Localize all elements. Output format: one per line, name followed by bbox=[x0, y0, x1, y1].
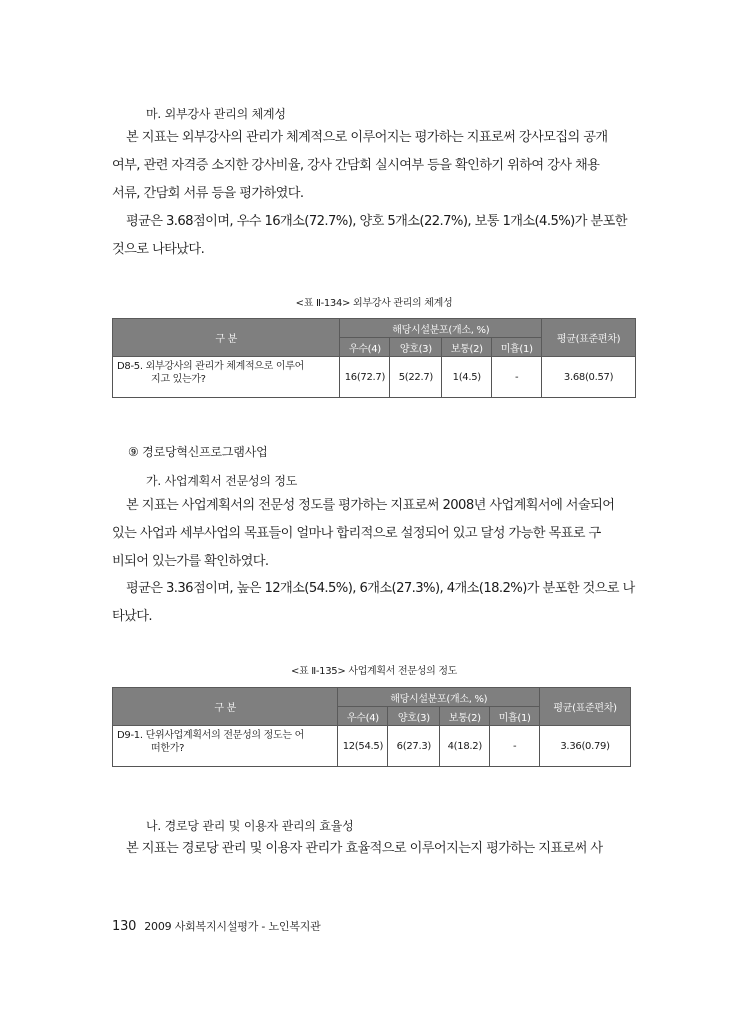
value-average: 3.68(0.57) bbox=[542, 357, 636, 398]
header-distribution: 해당시설분포(개소, %) bbox=[340, 319, 542, 338]
paragraph-a-1 bbox=[112, 124, 636, 208]
paragraph-b-2 bbox=[112, 575, 636, 631]
text-line: 비되어 있는가를 확인하였다. bbox=[112, 554, 269, 569]
item-text-line1: D8-5. 외부강사의 관리가 체계적으로 이루어 bbox=[117, 361, 304, 372]
header-good: 양호(3) bbox=[388, 707, 440, 726]
text-line: 본 지표는 경로당 관리 및 이용자 관리가 효율적으로 이루어지는지 평가하는 지표로써 사 bbox=[126, 841, 603, 856]
text-line: 본 지표는 사업계획서의 전문성 정도를 평가하는 지표로써 2008년 사업계획서에 서술되어 bbox=[126, 498, 615, 513]
header-average: 평균(표준편차) bbox=[542, 319, 636, 357]
value-poor: - bbox=[492, 357, 542, 398]
table-caption-134: <표 Ⅱ-134> 외부강사 관리의 체계성 bbox=[295, 298, 453, 309]
paragraph-c-1 bbox=[112, 835, 636, 863]
footer-title: 2009 사회복지시설평가 - 노인복지관 bbox=[144, 920, 321, 933]
header-average: 평균(표준편차) bbox=[540, 688, 631, 726]
paragraph-b-1 bbox=[112, 492, 636, 576]
header-good: 양호(3) bbox=[390, 338, 442, 357]
header-excellent: 우수(4) bbox=[338, 707, 388, 726]
value-fair: 4(18.2) bbox=[440, 726, 490, 767]
value-fair: 1(4.5) bbox=[442, 357, 492, 398]
text-line: 있는 사업과 세부사업의 목표들이 얼마나 합리적으로 설정되어 있고 달성 가능한 목표로 구 bbox=[112, 526, 601, 541]
header-excellent: 우수(4) bbox=[340, 338, 390, 357]
header-distribution: 해당시설분포(개소, %) bbox=[338, 688, 540, 707]
subsection-heading-external-instructors: 마. 외부강사 관리의 체계성 bbox=[146, 107, 286, 121]
item-cell bbox=[113, 726, 338, 767]
value-good: 5(22.7) bbox=[390, 357, 442, 398]
value-excellent: 16(72.7) bbox=[340, 357, 390, 398]
text-line: 타났다. bbox=[112, 609, 153, 624]
table-134 bbox=[112, 318, 636, 398]
table-row bbox=[113, 357, 636, 398]
text-line: 서류, 간담회 서류 등을 평가하였다. bbox=[112, 186, 304, 201]
page-number: 130 bbox=[112, 919, 137, 934]
text-line: 여부, 관련 자격증 소지한 강사비율, 강사 간담회 실시여부 등을 확인하기 위하여 강사 채용 bbox=[112, 158, 600, 173]
text-line: 평균은 3.36점이며, 높은 12개소(54.5%), 6개소(27.3%), 4개소(18.2%)가 분포한 것으로 나 bbox=[126, 581, 635, 596]
subsection-heading-center-management: 나. 경로당 관리 및 이용자 관리의 효율성 bbox=[146, 819, 354, 833]
table-caption-135: <표 Ⅱ-135> 사업계획서 전문성의 정도 bbox=[290, 666, 458, 677]
text-line: 본 지표는 외부강사의 관리가 체계적으로 이루어지는 평가하는 지표로써 강사모집의 공개 bbox=[126, 130, 608, 145]
page-footer bbox=[112, 918, 321, 934]
text-line: 평균은 3.68점이며, 우수 16개소(72.7%), 양호 5개소(22.7%), 보통 1개소(4.5%)가 분포한 bbox=[126, 214, 627, 229]
value-average: 3.36(0.79) bbox=[540, 726, 631, 767]
table-row bbox=[113, 726, 631, 767]
item-text-line1: D9-1. 단위사업계획서의 전문성의 정도는 어 bbox=[117, 730, 304, 741]
subsection-heading-plan-expertise: 가. 사업계획서 전문성의 정도 bbox=[146, 474, 298, 488]
value-poor: - bbox=[490, 726, 540, 767]
header-poor: 미흡(1) bbox=[490, 707, 540, 726]
text-line: 것으로 나타났다. bbox=[112, 242, 205, 257]
header-fair: 보통(2) bbox=[440, 707, 490, 726]
table-135 bbox=[112, 687, 631, 767]
item-text-line2: 지고 있는가? bbox=[151, 374, 206, 385]
section-title-senior-center-program: ⑨ 경로당혁신프로그램사업 bbox=[128, 445, 268, 459]
value-good: 6(27.3) bbox=[388, 726, 440, 767]
value-excellent: 12(54.5) bbox=[338, 726, 388, 767]
header-poor: 미흡(1) bbox=[492, 338, 542, 357]
header-category: 구 분 bbox=[113, 688, 338, 726]
paragraph-a-2 bbox=[112, 208, 636, 264]
item-text-line2: 떠한가? bbox=[151, 743, 185, 754]
header-fair: 보통(2) bbox=[442, 338, 492, 357]
header-category: 구 분 bbox=[113, 319, 340, 357]
item-cell bbox=[113, 357, 340, 398]
